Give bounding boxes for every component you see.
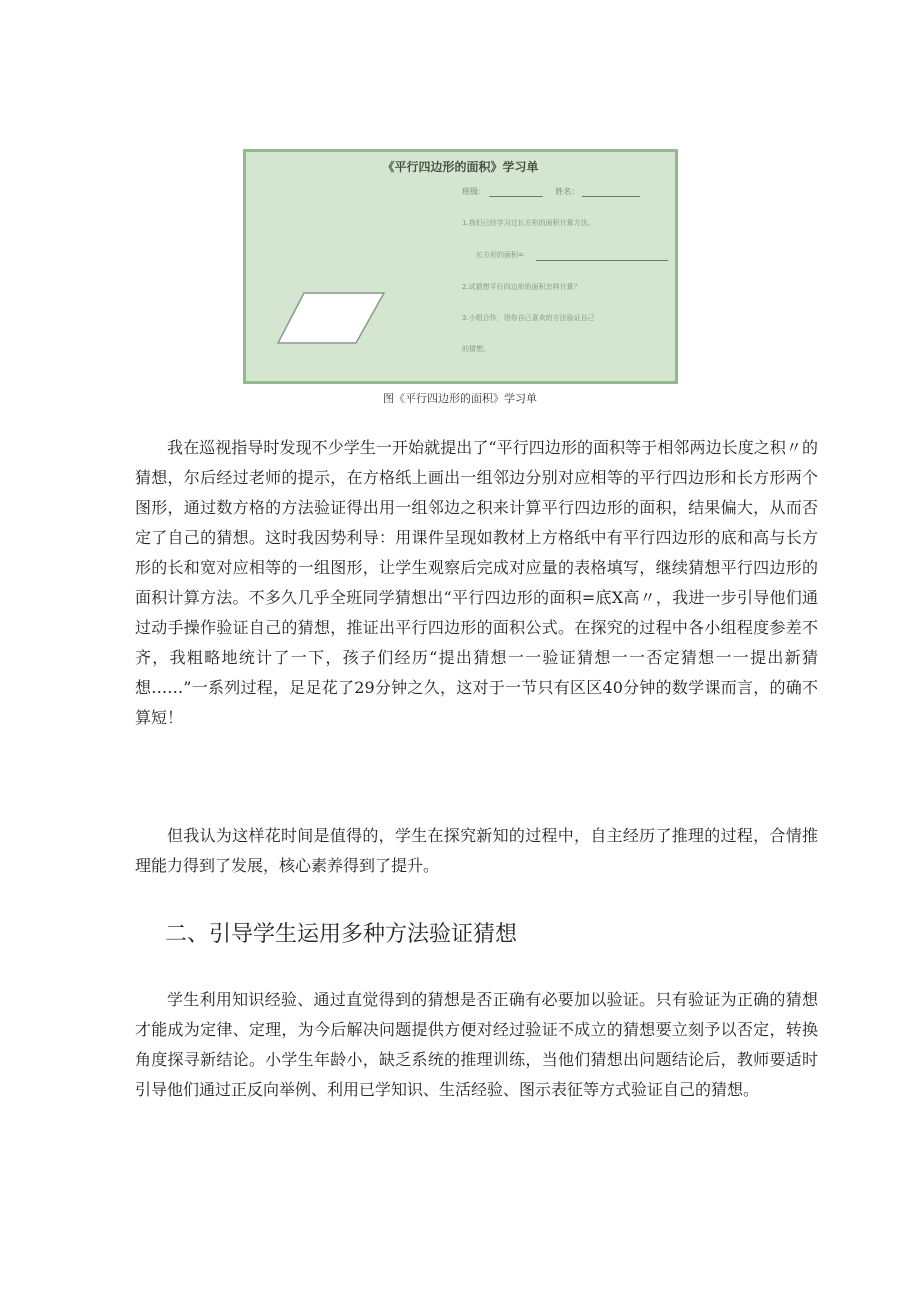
parallelogram-icon [276,287,388,349]
question-3-cont: 的猜想。 [462,345,490,353]
question-1: 1.我们已经学习过长方形的面积计算方法。 [462,219,595,227]
section-heading: 二、引导学生运用多种方法验证猜想 [165,922,518,947]
question-2: 2.试猜想平行四边形的面积怎样计算？ [462,283,581,291]
paragraph-2: 但我认为这样花时间是值得的，学生在探究新知的过程中，自主经历了推理的过程，合情推理能力得到了发展，核心素养得到了提升。 [135,826,818,875]
worksheet-figure [243,149,678,384]
paragraph-3: 学生利用知识经验、通过直觉得到的猜想是否正确有必要加以验证。只有验证为正确的猜想才能成为定律、定理，为今后解决问题提供方便对经过验证不成立的猜想要立刻予以否定，转换角度探寻新结论。小学生年龄小，缺乏系统的推理训练，当他们猜想出问题结论后，教师要适时引导他们通过正反向举例、利用已学知识、生活经验、图示表征等方式验证自己的猜想。 [135,990,818,1099]
class-blank [489,188,543,197]
name-blank [582,188,640,197]
paragraph-1: 我在巡视指导时发现不少学生一开始就提出了“平行四边形的面积等于相邻两边长度之积〃的猜想，尔后经过老师的提示，在方格纸上画出一组邻边分别对应相等的平行四边形和长方形两个图形，通过数方格的方法验证得出用一组邻边之积来计算平行四边形的面积，结果偏大，从而否定了自己的猜想。这时我因势利导：用课件呈现如教材上方格纸中有平行四边形的底和高与长方形的长和宽对应相等的一组图形，让学生观察后完成对应量的表格填写，继续猜想平行四边形的面积计算方法。不多久几乎全班同学猜想出“平行四边形的面积=底X高〃，我进一步引导他们通过动手操作验证自己的猜想，推证出平行四边形的面积公式。在探究的过程中各小组程度参差不齐，我粗略地统计了一下，孩子们经历“提出猜想一一验证猜想一一否定猜想一一提出新猜想……”一系列过程，足足花了29分钟之久，这对于一节只有区区40分钟的数学课而言，的确不算短！ [135,438,818,727]
worksheet-fields [462,186,640,197]
answer-blank [536,260,668,261]
name-label: 姓名： [555,187,580,196]
question-1-sub: 长方形的面积= [476,251,524,259]
figure-caption: 图《平行四边形的面积》学习单 [383,392,537,405]
class-label: 班级： [462,187,486,196]
worksheet-title: 《平行四边形的面积》学习单 [382,160,539,174]
question-3: 3.小组合作，用你自己喜欢的方法验证自己 [462,314,595,322]
